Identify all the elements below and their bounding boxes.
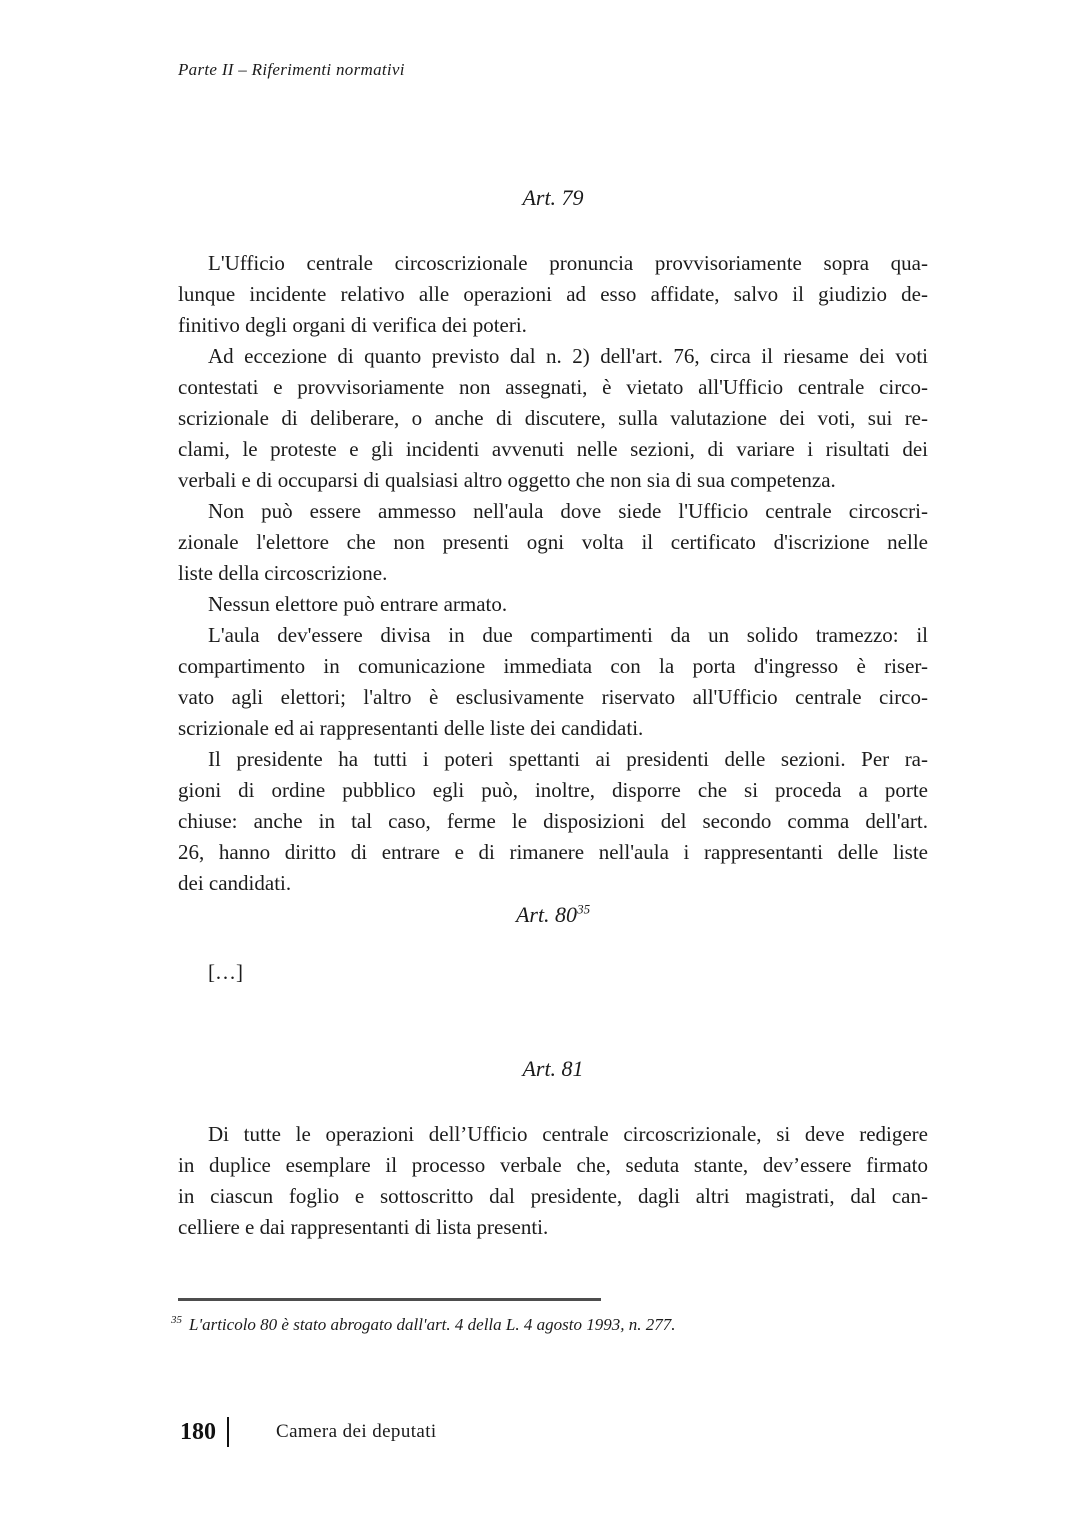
publisher-name: Camera dei deputati: [276, 1421, 437, 1442]
text-line: lunque incidente relativo alle operazioni ad esso affidate, salvo il giudizio de-: [178, 282, 928, 306]
footnote: [171, 1315, 931, 1335]
article-81-heading: [178, 1056, 928, 1082]
page-number: 180: [180, 1418, 216, 1445]
text-line: gioni di ordine pubblico egli può, inoltre, disporre che si proceda a porte: [178, 778, 928, 802]
text-line: scrizionale ed ai rappresentanti delle liste dei candidati.: [178, 716, 644, 740]
paragraph: [178, 744, 928, 899]
paragraph: [178, 589, 928, 620]
article-79-heading: [178, 185, 928, 211]
footnote-marker: 35: [171, 1314, 182, 1327]
article-80-heading: [178, 902, 928, 928]
text-line: celliere e dai rappresentanti di lista presenti.: [178, 1215, 549, 1239]
text-line: contestati e provvisoriamente non assegnati, è vietato all'Ufficio centrale circo-: [178, 375, 928, 399]
footer-divider: [227, 1417, 229, 1447]
text-line: Nessun elettore può entrare armato.: [208, 592, 508, 616]
text-line: scrizionale di deliberare, o anche di discutere, sulla valutazione dei voti, sui re-: [178, 406, 928, 430]
footnote-separator-rule: [178, 1298, 601, 1301]
article-80-footnote-ref: 35: [577, 901, 591, 917]
text-line: Di tutte le operazioni dell’Ufficio centrale circoscrizionale, si deve redigere: [208, 1122, 928, 1146]
text-line: Il presidente ha tutti i poteri spettanti ai presidenti delle sezioni. Per ra-: [208, 747, 928, 771]
text-line: zionale l'elettore che non presenti ogni volta il certificato d'iscrizione nelle: [178, 530, 928, 554]
text-line: liste della circoscrizione.: [178, 561, 388, 585]
text-line: in duplice esemplare il processo verbale che, seduta stante, dev’essere firmato: [178, 1153, 928, 1177]
text-line: L'Ufficio centrale circoscrizionale pronuncia provvisoriamente sopra qua-: [208, 251, 928, 275]
text-line: in ciascun foglio e sottoscritto dal presidente, dagli altri magistrati, dal can-: [178, 1184, 928, 1208]
page-footer: [180, 1417, 437, 1447]
text-line: 26, hanno diritto di entrare e di rimanere nell'aula i rappresentanti delle liste: [178, 840, 928, 864]
article-79-title: Art. 79: [522, 185, 584, 210]
paragraph: [178, 1119, 928, 1243]
paragraph: [178, 620, 928, 744]
text-line: verbali e di occuparsi di qualsiasi altro oggetto che non sia di sua competenza.: [178, 468, 836, 492]
text-line: L'aula dev'essere divisa in due compartimenti da un solido tramezzo: il: [208, 623, 928, 647]
text-line: compartimento in comunicazione immediata con la porta d'ingresso è riser-: [178, 654, 928, 678]
article-80-title: Art. 80: [515, 902, 578, 927]
paragraph: [178, 248, 928, 341]
article-81-title: Art. 81: [522, 1056, 584, 1081]
article-81-body: [178, 1119, 928, 1243]
text-line: clami, le proteste e gli incidenti avvenuti nelle sezioni, di variare i risultati dei: [178, 437, 928, 461]
paragraph: [178, 341, 928, 496]
article-79-body: [178, 248, 928, 899]
text-line: dei candidati.: [178, 871, 292, 895]
text-line: finitivo degli organi di verifica dei poteri.: [178, 313, 527, 337]
running-header: Parte II – Riferimenti normativi: [178, 60, 405, 79]
text-line: chiuse: anche in tal caso, ferme le disposizioni del secondo comma dell'art.: [178, 809, 928, 833]
footnote-text: L'articolo 80 è stato abrogato dall'art. 4 della L. 4 agosto 1993, n. 277.: [189, 1315, 676, 1334]
text-line: vato agli elettori; l'altro è esclusivamente riservato all'Ufficio centrale circo-: [178, 685, 928, 709]
text-line: Ad eccezione di quanto previsto dal n. 2) dell'art. 76, circa il riesame dei voti: [208, 344, 928, 368]
paragraph: [178, 496, 928, 589]
text-line: Non può essere ammesso nell'aula dove siede l'Ufficio centrale circoscri-: [208, 499, 928, 523]
omitted-text-placeholder: […]: [208, 960, 243, 984]
